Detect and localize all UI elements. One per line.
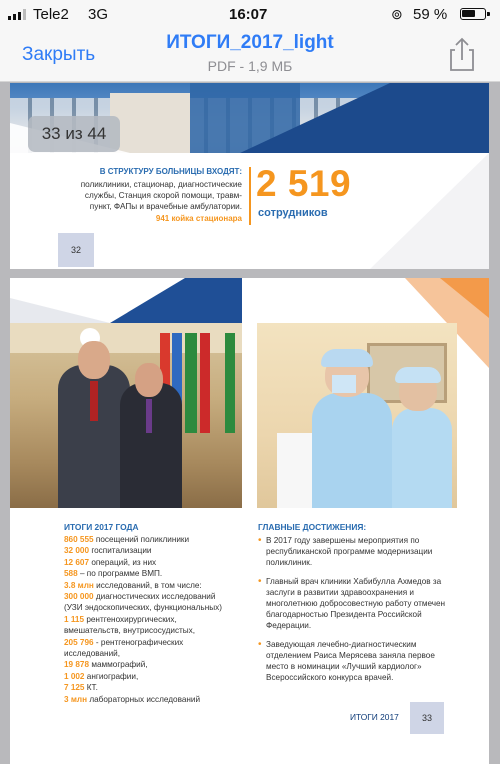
achievements-list [258,535,448,691]
battery-icon [460,8,486,20]
orientation-lock-icon: ⊚ [391,6,403,22]
structure-heading: В СТРУКТУРУ БОЛЬНИЦЫ ВХОДЯТ: [99,167,242,176]
structure-text [50,179,242,213]
result-line: (УЗИ эндоскопических, функциональных) [64,603,222,613]
file-info: PDF - 1,9 МБ [207,58,293,74]
beds-count: 941 койка стационара [155,214,242,223]
result-line: 32 000 госпитализации [64,546,152,556]
achievements-heading: ГЛАВНЫЕ ДОСТИЖЕНИЯ: [258,522,367,532]
achievement-item: • Заведующая лечебно-диагностическим отделением Раиса Мерясева заняла первое место в номинации «Лучший кардиолог» Всероссийского конкурса врачей. [258,639,448,683]
pdf-page-33 [10,278,489,764]
page-number-33: 33 [410,702,444,734]
structure-line: поликлиники, стационар, диагностические [80,180,242,189]
page-indicator: 33 из 44 [28,116,120,152]
file-title: ИТОГИ_2017_light [166,32,334,53]
pdf-page-32 [10,83,489,269]
staff-label: сотрудников [258,207,328,219]
result-line: 19 878 маммографий, [64,660,148,670]
officials-photo [10,323,242,508]
footer-label: ИТОГИ 2017 [350,712,399,722]
result-line: 7 125 КТ. [64,683,98,693]
results-list [64,534,244,705]
result-line: 1 002 ангиографии, [64,671,139,681]
result-line: 300 000 диагностических исследований [64,592,216,602]
pdf-viewer[interactable] [0,83,500,764]
result-line: 3 млн лабораторных исследований [64,694,201,704]
doctors-photo [257,323,457,508]
close-button[interactable]: Закрыть [22,44,96,65]
signal-icon [8,9,28,20]
network-type: 3G [88,6,109,23]
result-line: 1 115 рентгенохирургических, [64,614,177,624]
structure-line: пункт, ФАПы и врачебные амбулатории. [89,202,242,212]
result-line: исследований, [64,649,120,659]
clock: 16:07 [229,6,268,23]
page-number-32: 32 [58,233,94,267]
battery-percent: 59 % [413,6,448,23]
results-heading: ИТОГИ 2017 ГОДА [64,522,139,532]
result-line: 3.8 млн исследований, в том числе: [64,580,202,590]
achievement-item: • В 2017 году завершены мероприятия по республиканской программе модернизации поликлиник. [258,535,448,568]
result-line: вмешательств, внутрисосудистых, [64,626,196,636]
result-line: 588 – по программе ВМП. [64,569,163,579]
result-line: 12 607 операций, из них [64,557,157,567]
result-line: 860 555 посещений поликлиники [64,535,190,544]
share-icon[interactable] [445,36,479,72]
staff-divider [249,167,251,225]
achievement-item: • Главный врач клиники Хабибулла Ахмедов за заслуги в развитии здравоохранения и многолетнюю добросовестную работу отмечен благодарностью Президента Российской Федерации. [258,576,448,631]
result-line: 205 796 - рентгенографических [64,637,184,647]
staff-number: 2 519 [256,163,352,204]
carrier-name: Tele2 [33,6,69,23]
document-nav-bar [0,28,500,82]
structure-line: службы, Станция скорой помощи, травм- [84,191,242,201]
status-bar [0,0,500,28]
